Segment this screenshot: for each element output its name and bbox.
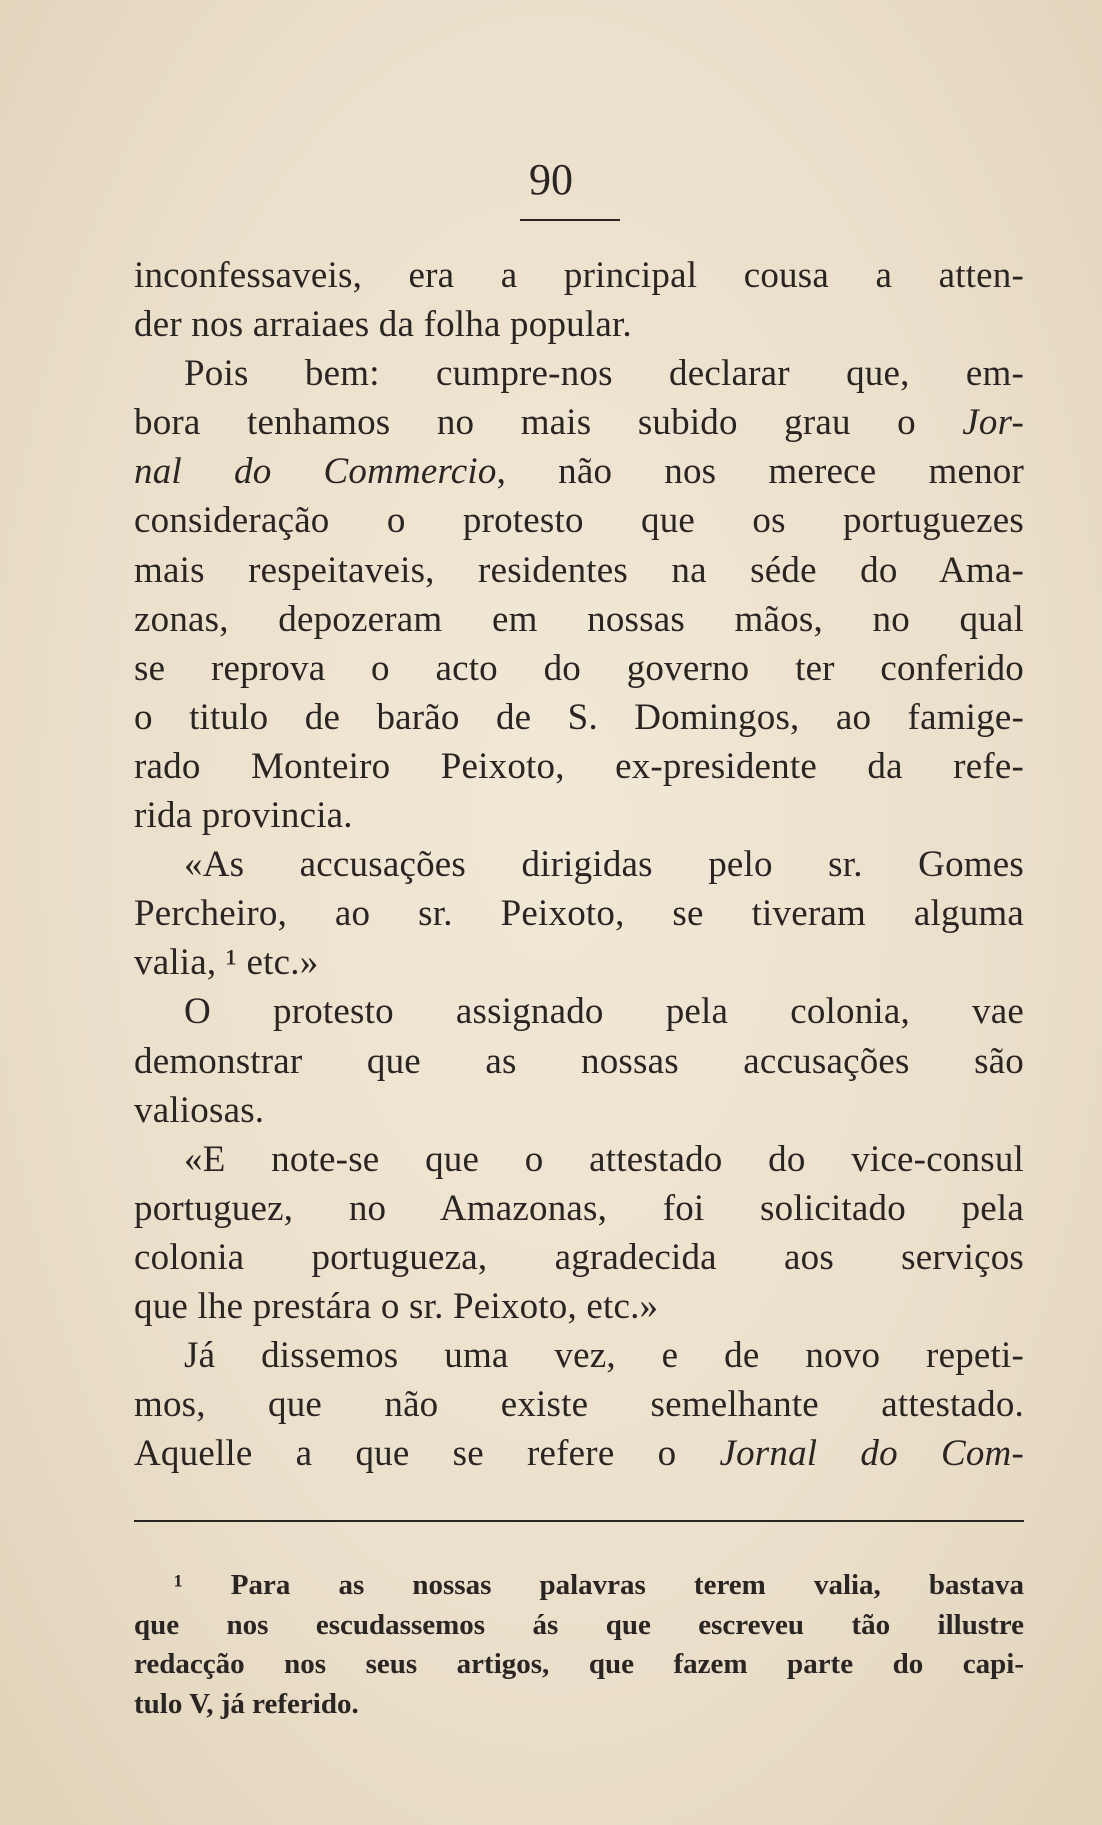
body-line-text: bora tenhamos no mais subido grau o Jor- xyxy=(134,402,1024,444)
body-line: rida provincia. xyxy=(134,795,353,837)
footnote-line: tulo V, já referido. xyxy=(134,1687,359,1720)
body-line-text: nal do Commercio, não nos merece menor xyxy=(134,451,1024,493)
body-line: der nos arraiaes da folha popular. xyxy=(134,304,632,346)
footnote-line: ¹ Para as nossas palavras terem valia, bastava xyxy=(174,1569,1024,1601)
footnote xyxy=(134,1566,1024,1724)
body-line: portuguez, no Amazonas, foi solicitado pela xyxy=(134,1187,1024,1229)
body-line: Percheiro, ao sr. Peixoto, se tiveram alguma xyxy=(134,893,1024,935)
italic-title: nal do Commercio xyxy=(134,451,497,493)
body-line: «E note-se que o attestado do vice-consul xyxy=(184,1138,1024,1180)
body-line: que lhe prestára o sr. Peixoto, etc.» xyxy=(134,1285,659,1327)
footnote-line: redacção nos seus artigos, que fazem parte do capi- xyxy=(134,1648,1024,1680)
body-line: o titulo de barão de S. Domingos, ao famige- xyxy=(134,696,1024,738)
body-line: inconfessaveis, era a principal cousa a atten- xyxy=(134,255,1024,296)
italic-title: Jornal do Com- xyxy=(719,1433,1024,1475)
body-line: consideração o protesto que os portuguezes xyxy=(134,500,1024,542)
body-line: Já dissemos uma vez, e de novo repeti- xyxy=(184,1335,1024,1377)
footnote-line: que nos escudassemos ás que escreveu tão illustre xyxy=(134,1608,1024,1641)
body-line xyxy=(134,398,1024,447)
body-line: se reprova o acto do governo ter conferido xyxy=(134,647,1024,689)
body-line: mais respeitaveis, residentes na séde do Ama- xyxy=(134,549,1024,591)
page-number-rule xyxy=(520,219,620,221)
page-number: 90 xyxy=(529,155,573,204)
body-line: mos, que não existe semelhante attestado. xyxy=(134,1384,1024,1426)
body-line xyxy=(134,1429,1024,1478)
body-line: valiosas. xyxy=(134,1089,265,1131)
body-line: Pois bem: cumpre-nos declarar que, em- xyxy=(184,353,1024,395)
body-line: O protesto assignado pela colonia, vae xyxy=(184,991,1024,1033)
body-text xyxy=(134,251,1024,1478)
body-line: demonstrar que as nossas accusações são xyxy=(134,1040,1024,1082)
footnote-rule xyxy=(134,1520,1024,1522)
italic-title: Jor- xyxy=(962,402,1024,444)
body-line: colonia portugueza, agradecida aos serviços xyxy=(134,1236,1024,1278)
body-line: «As accusações dirigidas pelo sr. Gomes xyxy=(184,844,1024,886)
body-line: rado Monteiro Peixoto, ex-presidente da refe- xyxy=(134,745,1024,787)
body-line-text: Aquelle a que se refere o Jornal do Com- xyxy=(134,1433,1024,1475)
body-line: valia, ¹ etc.» xyxy=(134,942,319,984)
body-line xyxy=(134,447,1024,496)
body-line: zonas, depozeram em nossas mãos, no qual xyxy=(134,598,1024,640)
